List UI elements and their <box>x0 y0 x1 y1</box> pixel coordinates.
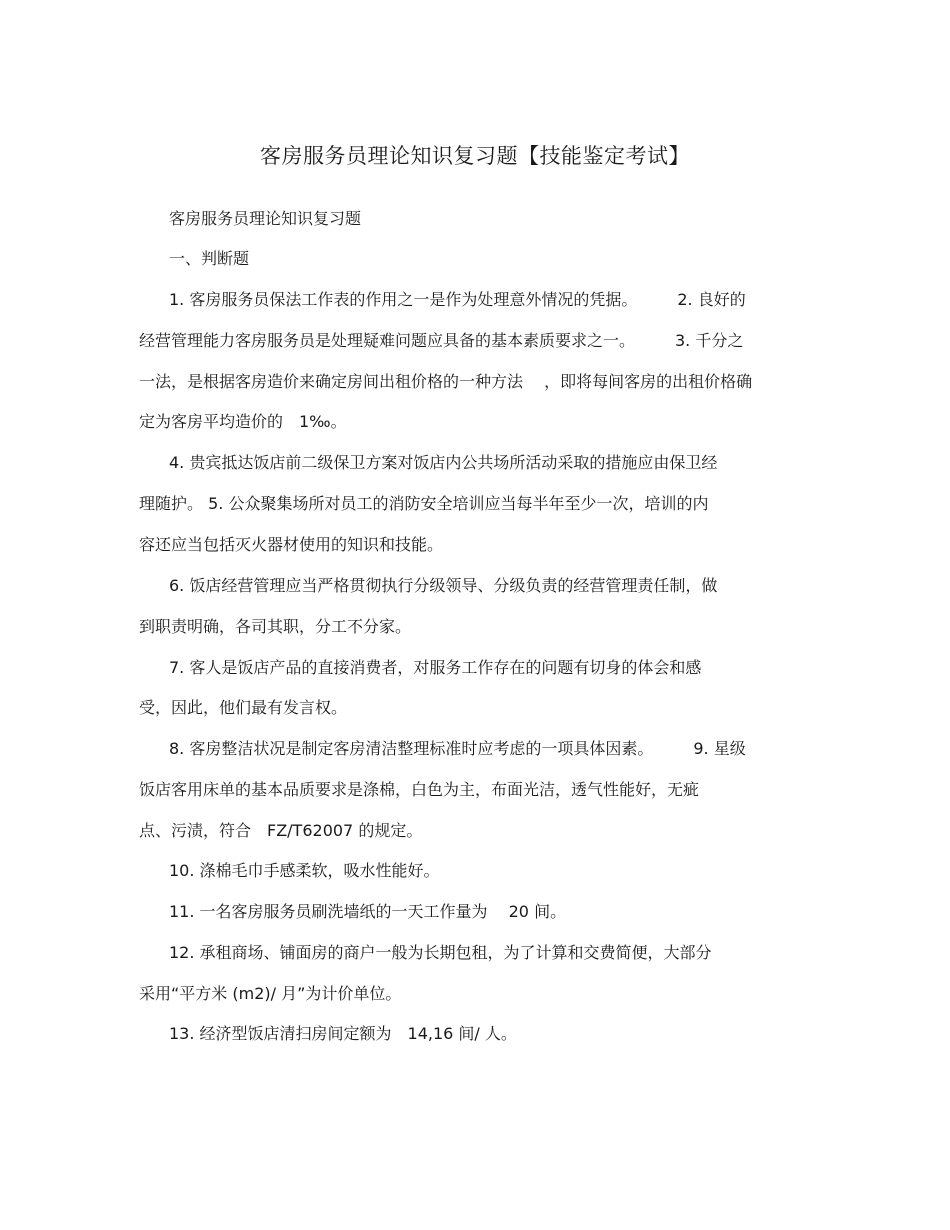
paragraph-line: 点、污渍，符合 FZ/T62007 的规定。 <box>139 821 423 840</box>
paragraph-line: 容还应当包括灭火器材使用的知识和技能。 <box>139 535 444 554</box>
paragraph-line: 8. 客房整洁状况是制定客房清洁整理标准时应考虑的一项具体因素。 9. 星级 <box>169 739 746 758</box>
paragraph-line: 12. 承租商场、铺面房的商户一般为长期包租，为了计算和交费简便，大部分 <box>169 943 712 962</box>
paragraph-line: 定为客房平均造价的 1‰。 <box>139 412 347 431</box>
paragraph-line: 一法，是根据客房造价来确定房间出租价格的一种方法 ，即将每间客房的出租价格确 <box>139 372 753 391</box>
paragraph-line: 13. 经济型饭店清扫房间定额为 14,16 间/ 人。 <box>169 1024 517 1043</box>
paragraph-line: 1. 客房服务员保法工作表的作用之一是作为处理意外情况的凭据。 2. 良好的 <box>169 290 746 309</box>
paragraph-line: 11. 一名客房服务员刷洗墙纸的一天工作量为 20 间。 <box>169 902 567 921</box>
paragraph-line: 理随护。 5. 公众聚集场所对员工的消防安全培训应当每半年至少一次，培训的内 <box>139 494 709 513</box>
paragraph-line: 经营管理能力客房服务员是处理疑难问题应具备的基本素质要求之一。 3. 千分之 <box>139 331 744 350</box>
paragraph-line: 受，因此，他们最有发言权。 <box>139 698 348 717</box>
paragraph-line: 10. 涤棉毛巾手感柔软，吸水性能好。 <box>169 861 440 880</box>
document-title: 客房服务员理论知识复习题【技能鉴定考试】 <box>260 144 690 168</box>
paragraph-line: 6. 饭店经营管理应当严格贯彻执行分级领导、分级负责的经营管理责任制，做 <box>169 576 718 595</box>
paragraph-line: 4. 贵宾抵达饭店前二级保卫方案对饭店内公共场所活动采取的措施应由保卫经 <box>169 453 718 472</box>
paragraph-line: 到职责明确，各司其职，分工不分家。 <box>139 617 412 636</box>
paragraph-line: 7. 客人是饭店产品的直接消费者，对服务工作存在的问题有切身的体会和感 <box>169 658 702 677</box>
subtitle: 客房服务员理论知识复习题 <box>169 209 362 228</box>
section-heading: 一、判断题 <box>169 249 250 268</box>
paragraph-line: 采用“平方米 (m2)/ 月”为计价单位。 <box>139 984 402 1003</box>
paragraph-line: 饭店客用床单的基本品质要求是涤棉，白色为主，布面光洁，透气性能好，无疵 <box>139 780 700 799</box>
